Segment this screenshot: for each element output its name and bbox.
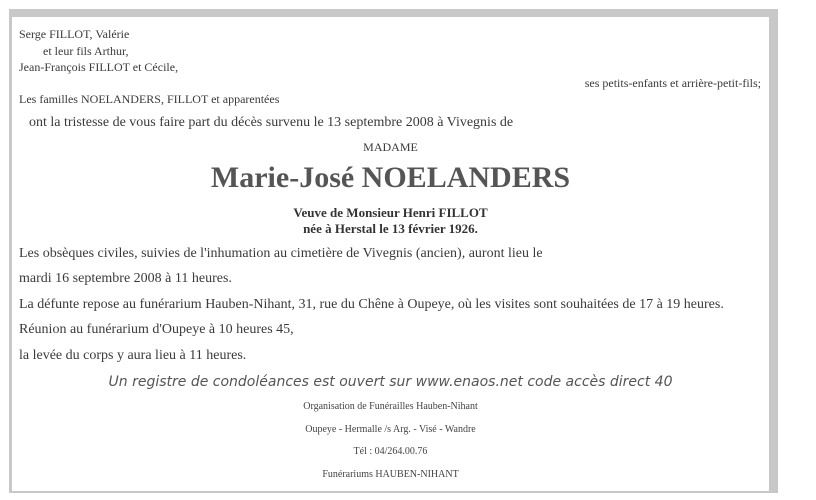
details-line-2: mardi 16 septembre 2008 à 11 heures. — [19, 271, 232, 286]
details-line-5: la levée du corps y aura lieu à 11 heures. — [19, 348, 247, 363]
registry-line: Un registre de condoléances est ouvert sur www.enaos.net code accès direct 40 — [108, 374, 673, 390]
announcement-text: ont la tristesse de vous faire part du décès survenu le 13 septembre 2008 à Vivegnis de — [29, 115, 514, 130]
footer-org: Organisation de Funérailles Hauben-Nihant — [303, 401, 478, 412]
family-line-1: Serge FILLOT, Valérie — [19, 27, 130, 41]
birth-line: née à Herstal le 13 février 1926. — [303, 221, 478, 236]
death-notice-card — [12, 17, 769, 491]
family-line-4: ses petits-enfants et arrière-petit-fils; — [584, 76, 761, 90]
footer-brand: Funérariums HAUBEN-NIHANT — [322, 469, 459, 480]
details-line-4: Réunion au funérarium d'Oupeye à 10 heures 45, — [19, 322, 294, 337]
footer-places: Oupeye - Hermalle /s Arg. - Visé - Wandre — [305, 424, 476, 435]
family-line-5: Les familles NOELANDERS, FILLOT et apparentées — [19, 92, 280, 106]
family-line-2: et leur fils Arthur, — [43, 44, 129, 58]
details-line-1: Les obsèques civiles, suivies de l'inhumation au cimetière de Vivegnis (ancien), auront lieu le — [19, 246, 543, 261]
family-line-3: Jean-François FILLOT et Cécile, — [19, 60, 179, 74]
widow-of-line: Veuve de Monsieur Henri FILLOT — [293, 205, 488, 220]
footer-phone: Tél : 04/264.00.76 — [353, 446, 428, 457]
details-line-3: La défunte repose au funérarium Hauben-Nihant, 31, rue du Chêne à Oupeye, où les visites sont souhaitées de 17 à 19 heures. — [19, 297, 724, 312]
deceased-name: Marie-José NOELANDERS — [210, 161, 571, 194]
title-madame: MADAME — [363, 140, 418, 154]
